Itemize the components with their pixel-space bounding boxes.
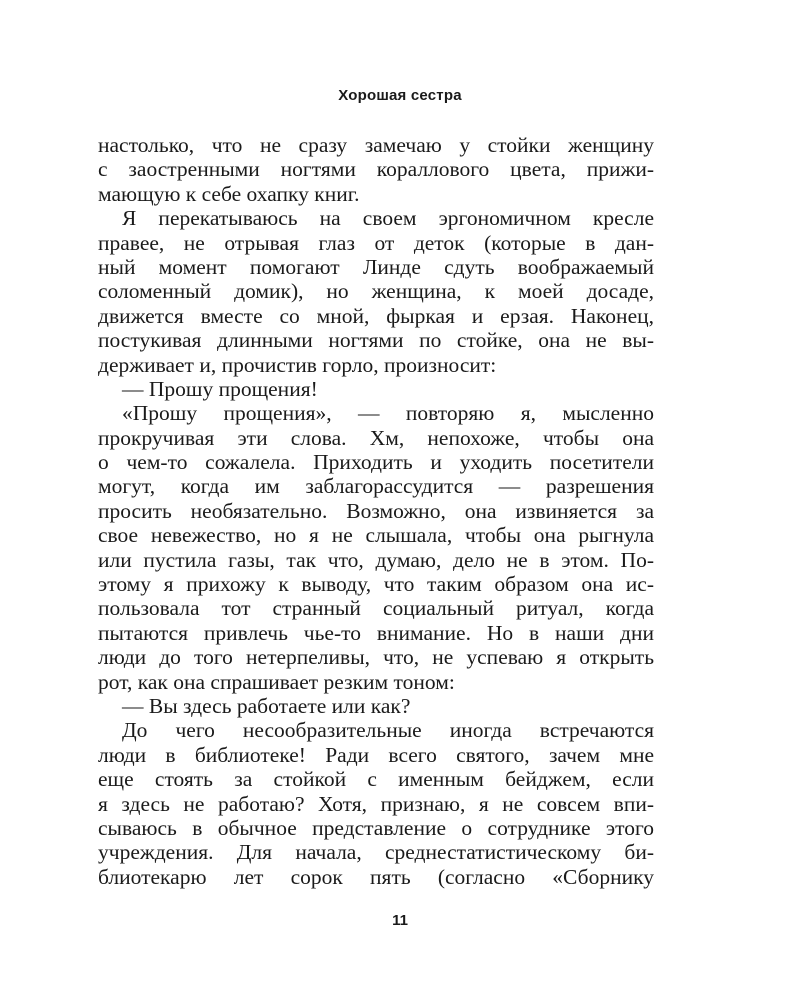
text-line: люди до того нетерпеливы, что, не успеваю я открыть bbox=[98, 645, 654, 670]
running-header: Хорошая сестра bbox=[338, 87, 462, 104]
text-line: я здесь не работаю? Хотя, признаю, я не совсем впи- bbox=[98, 791, 654, 816]
text-line: сываюсь в обычное представление о сотруднике этого bbox=[98, 815, 654, 840]
text-line: блиотекарю лет сорок пять (согласно «Сборнику bbox=[98, 864, 654, 889]
text-line: этому я прихожу к выводу, что таким образом она ис- bbox=[98, 572, 654, 597]
text-line: пользовала тот странный социальный ритуал, когда bbox=[98, 596, 654, 621]
text-line: рот, как она спрашивает резким тоном: bbox=[98, 669, 455, 694]
page-number: 11 bbox=[392, 912, 408, 929]
text-line: о чем-то сожалела. Приходить и уходить посетители bbox=[98, 450, 654, 475]
text-line: с заостренными ногтями кораллового цвета, прижи- bbox=[98, 157, 654, 182]
text-line: еще стоять за стойкой с именным бейджем, если bbox=[98, 767, 654, 792]
text-line: могут, когда им заблагорассудится — разрешения bbox=[98, 474, 654, 499]
text-line: прокручивая эти слова. Хм, непохоже, чтобы она bbox=[98, 425, 654, 450]
text-line: мающую к себе охапку книг. bbox=[98, 181, 360, 206]
text-line: — Прошу прощения! bbox=[122, 376, 318, 401]
body-text bbox=[98, 133, 654, 889]
text-line: Я перекатываюсь на своем эргономичном кресле bbox=[122, 206, 654, 231]
text-line: люди в библиотеке! Ради всего святого, зачем мне bbox=[98, 742, 654, 767]
text-line: пытаются привлечь чье-то внимание. Но в наши дни bbox=[98, 620, 654, 645]
text-line: настолько, что не сразу замечаю у стойки женщину bbox=[98, 133, 654, 157]
text-line: свое невежество, но я не слышала, чтобы она рыгнула bbox=[98, 523, 654, 548]
text-line: или пустила газы, так что, думаю, дело не в этом. По- bbox=[98, 547, 654, 572]
text-line: — Вы здесь работаете или как? bbox=[122, 693, 411, 718]
text-line: учреждения. Для начала, среднестатистическому би- bbox=[98, 840, 654, 865]
text-line: «Прошу прощения», — повторяю я, мысленно bbox=[122, 401, 654, 426]
text-line: движется вместе со мной, фыркая и ерзая. Наконец, bbox=[98, 303, 654, 328]
text-line: держивает и, прочистив горло, произносит: bbox=[98, 352, 497, 377]
text-line: соломенный домик), но женщина, к моей досаде, bbox=[98, 279, 654, 304]
text-line: До чего несообразительные иногда встречаются bbox=[122, 718, 654, 743]
text-line: постукивая длинными ногтями по стойке, она не вы- bbox=[98, 328, 654, 353]
text-line: просить необязательно. Возможно, она извиняется за bbox=[98, 498, 654, 523]
text-line: ный момент помогают Линде сдуть воображаемый bbox=[98, 254, 654, 279]
text-line: правее, не отрывая глаз от деток (которые в дан- bbox=[98, 230, 654, 255]
